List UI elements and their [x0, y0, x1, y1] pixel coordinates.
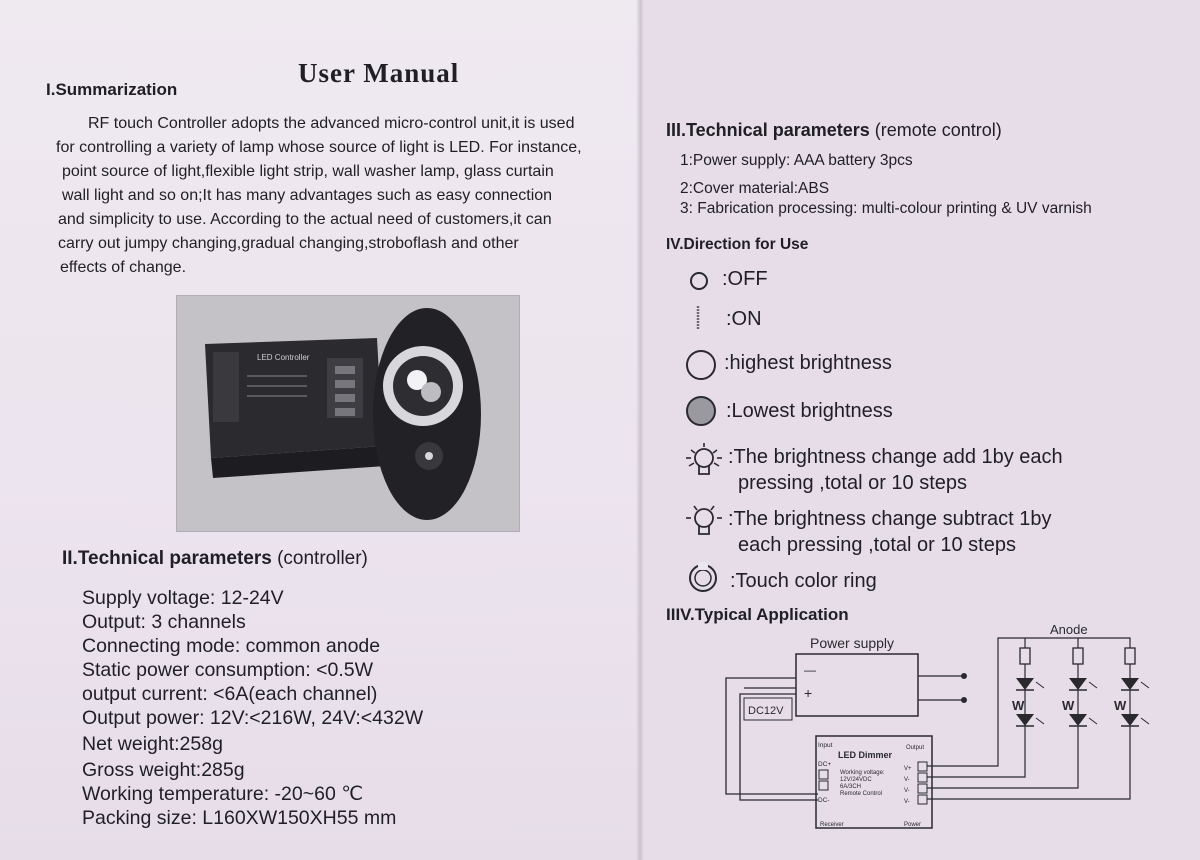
section-1-heading: I.Summarization	[46, 80, 178, 99]
summary-line: and simplicity to use. According to the actual need of customers,it can	[58, 211, 552, 228]
spec-text: Remote Control	[840, 791, 883, 797]
section-2-heading	[62, 548, 368, 570]
v-label: V-	[904, 788, 910, 794]
spec-text: 6A/3CH	[840, 784, 862, 790]
controller-label: LED Controller	[257, 353, 310, 362]
direction-add-line2: pressing ,total or 10 steps	[738, 472, 968, 494]
v-label: V-	[904, 799, 910, 805]
summary-line: effects of change.	[60, 259, 187, 276]
plus-label: +	[804, 685, 813, 701]
remote-param: 3: Fabrication processing: multi-colour printing & UV varnish	[680, 200, 1092, 217]
circle-outline-icon	[688, 270, 710, 292]
spec-line: Output power: 12V:<216W, 24V:<432W	[82, 707, 424, 729]
filled-circle-icon	[684, 394, 718, 428]
power-supply-label: Power supply	[810, 635, 895, 651]
document-title: User Manual	[298, 58, 460, 88]
wiring-diagram	[700, 618, 1170, 838]
direction-lowest: :Lowest brightness	[726, 400, 893, 422]
spec-text: Working voltage:	[840, 770, 885, 776]
remote-param: 1:Power supply: AAA battery 3pcs	[680, 152, 913, 169]
spec-line: Gross weight:285g	[82, 759, 245, 781]
product-photo	[176, 295, 520, 532]
dc-plus-label: DC+	[818, 761, 832, 768]
output-label: Output	[906, 745, 925, 751]
section-3-heading-bold: III.Technical parameters	[666, 120, 870, 140]
large-circle-icon	[684, 348, 718, 382]
minus-label: —	[804, 663, 816, 677]
touch-ring-icon	[684, 560, 722, 594]
direction-subtract-line2: each pressing ,total or 10 steps	[738, 534, 1016, 556]
direction-highest: :highest brightness	[724, 352, 892, 374]
v-label: V-	[904, 777, 910, 783]
w-label: W	[1062, 698, 1075, 713]
spec-line: Static power consumption: <0.5W	[82, 659, 374, 681]
spec-line: output current: <6A(each channel)	[82, 683, 378, 705]
remote-param: 2:Cover material:ABS	[680, 180, 830, 197]
page-fold	[636, 0, 644, 860]
dc-minus-label: DC-	[818, 797, 830, 804]
section-3-heading-rest: (remote control)	[869, 120, 1002, 140]
summary-line: wall light and so on;It has many advantages such as easy connection	[62, 187, 553, 204]
anode-label: Anode	[1050, 622, 1088, 637]
spec-line: Supply voltage: 12-24V	[82, 587, 284, 609]
dimmer-title: LED Dimmer	[838, 750, 893, 760]
dim-bulb-icon	[676, 500, 730, 544]
bright-bulb-icon	[676, 440, 730, 484]
spec-line: Output: 3 channels	[82, 611, 246, 633]
spec-line: Connecting mode: common anode	[82, 635, 381, 657]
power-label: Power	[904, 822, 922, 828]
direction-on: :ON	[726, 308, 762, 330]
dc12v-label: DC12V	[748, 705, 784, 717]
receiver-label: Receiver	[820, 822, 844, 828]
direction-touch-ring: :Touch color ring	[730, 570, 877, 592]
section-2-heading-rest: (controller)	[271, 548, 368, 569]
w-label: W	[1114, 698, 1127, 713]
controller-and-remote-illustration	[177, 296, 519, 531]
direction-add: :The brightness change add 1by each	[728, 446, 1063, 468]
section-4-heading: IV.Direction for Use	[666, 236, 809, 253]
spec-line: Packing size: L160XW150XH55 mm	[82, 807, 397, 829]
section-3-heading	[666, 120, 1002, 141]
section-5-heading: IIIV.Typical Application	[666, 605, 849, 624]
direction-subtract: :The brightness change subtract 1by	[728, 508, 1052, 530]
section-2-heading-bold: II.Technical parameters	[62, 548, 272, 569]
w-label: W	[1012, 698, 1025, 713]
vertical-bar-icon	[692, 304, 704, 332]
direction-off: :OFF	[722, 268, 768, 290]
summary-line: for controlling a variety of lamp whose source of light is LED. For instance,	[56, 139, 582, 156]
v-label: V+	[904, 766, 912, 772]
spec-line: Working temperature: -20~60 ℃	[82, 783, 364, 805]
summary-line: point source of light,flexible light strip, wall washer lamp, glass curtain	[62, 163, 554, 180]
summary-line: RF touch Controller adopts the advanced micro-control unit,it is used	[88, 115, 575, 132]
input-label: Input	[818, 742, 833, 749]
spec-line: Net weight:258g	[82, 733, 223, 755]
summary-line: carry out jumpy changing,gradual changing,stroboflash and other	[58, 235, 519, 252]
spec-text: 12V/24VDC	[840, 777, 872, 783]
